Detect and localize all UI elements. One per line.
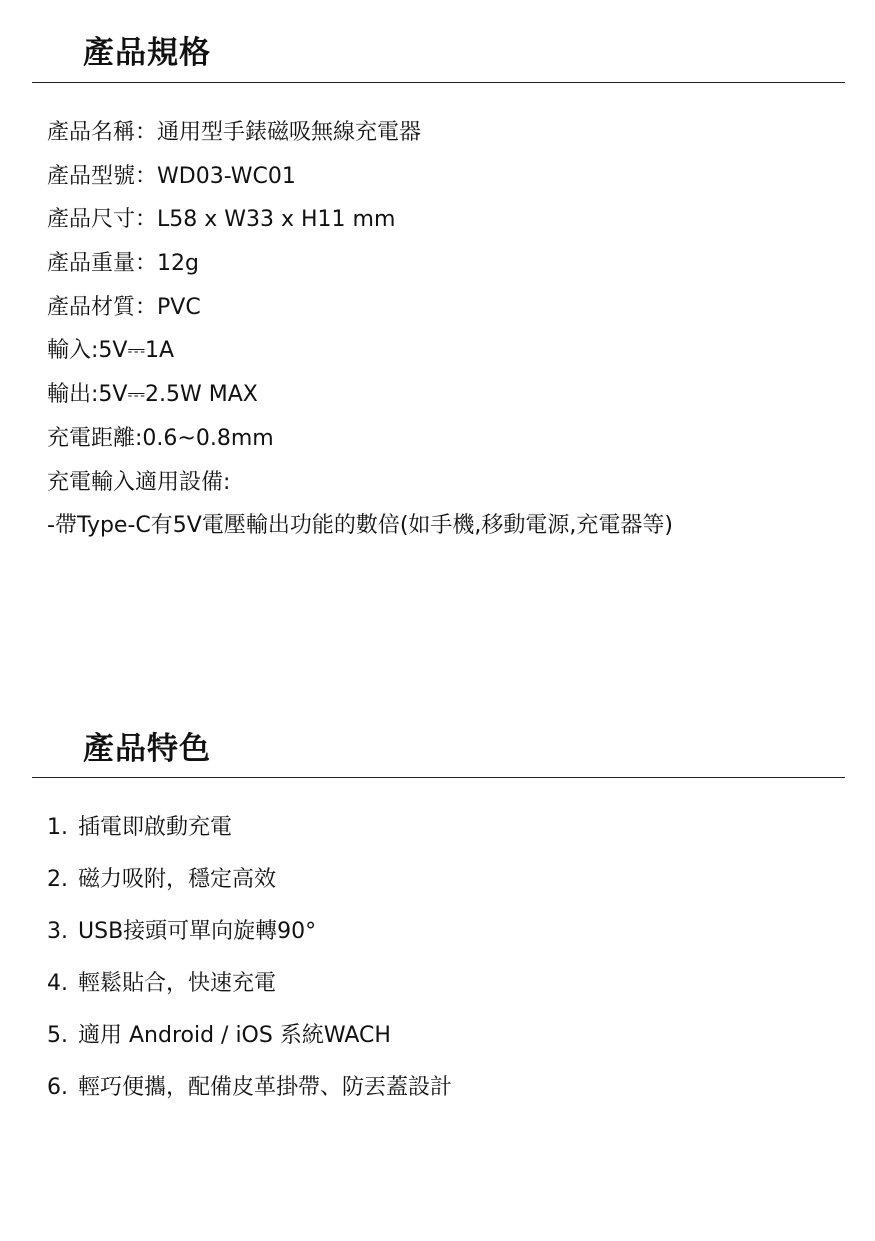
- spec-dimensions: 產品尺寸：L58 x W33 x H11 mm: [47, 207, 396, 233]
- spec-compatible-devices: -帶Type-C有5V電壓輸出功能的數倍(如手機,移動電源,充電器等): [47, 513, 673, 539]
- feature-number: 2.: [47, 867, 68, 892]
- spec-input: 輸入:5V⎓1A: [47, 338, 175, 364]
- feature-number: 4.: [47, 971, 68, 996]
- feature-text: 適用 Android / iOS 系統WACH: [78, 1023, 391, 1048]
- features-list: [47, 802, 452, 1114]
- features-heading: 產品特色: [83, 731, 211, 767]
- feature-item: [47, 854, 452, 906]
- feature-number: 6.: [47, 1075, 68, 1100]
- feature-number: 5.: [47, 1023, 68, 1048]
- spec-model-number: 產品型號：WD03-WC01: [47, 163, 296, 189]
- spec-output: 輸出:5V⎓2.5W MAX: [47, 382, 258, 408]
- specs-list: [47, 111, 673, 548]
- feature-item: [47, 1062, 452, 1114]
- spec-product-name: 產品名稱：通用型手錶磁吸無線充電器: [47, 120, 422, 145]
- feature-item: [47, 958, 452, 1010]
- feature-text: USB接頭可單向旋轉90°: [78, 919, 317, 944]
- specs-divider: [32, 82, 845, 83]
- specs-heading: 產品規格: [83, 35, 211, 71]
- feature-text: 輕巧便攜，配備皮革掛帶、防丟蓋設計: [78, 1075, 453, 1100]
- spec-compatible-heading: 充電輸入適用設備:: [47, 469, 231, 495]
- features-divider: [32, 777, 845, 778]
- feature-item: [47, 802, 452, 854]
- feature-number: 1.: [47, 815, 68, 840]
- feature-text: 插電即啟動充電: [78, 815, 233, 840]
- feature-text: 輕鬆貼合，快速充電: [78, 971, 277, 996]
- feature-number: 3.: [47, 919, 68, 944]
- spec-material: 產品材質：PVC: [47, 294, 201, 320]
- spec-charging-distance: 充電距離:0.6~0.8mm: [47, 425, 274, 451]
- feature-item: [47, 1010, 452, 1062]
- spec-weight: 產品重量：12g: [47, 251, 199, 277]
- feature-text: 磁力吸附，穩定高效: [78, 867, 277, 892]
- feature-item: [47, 906, 452, 958]
